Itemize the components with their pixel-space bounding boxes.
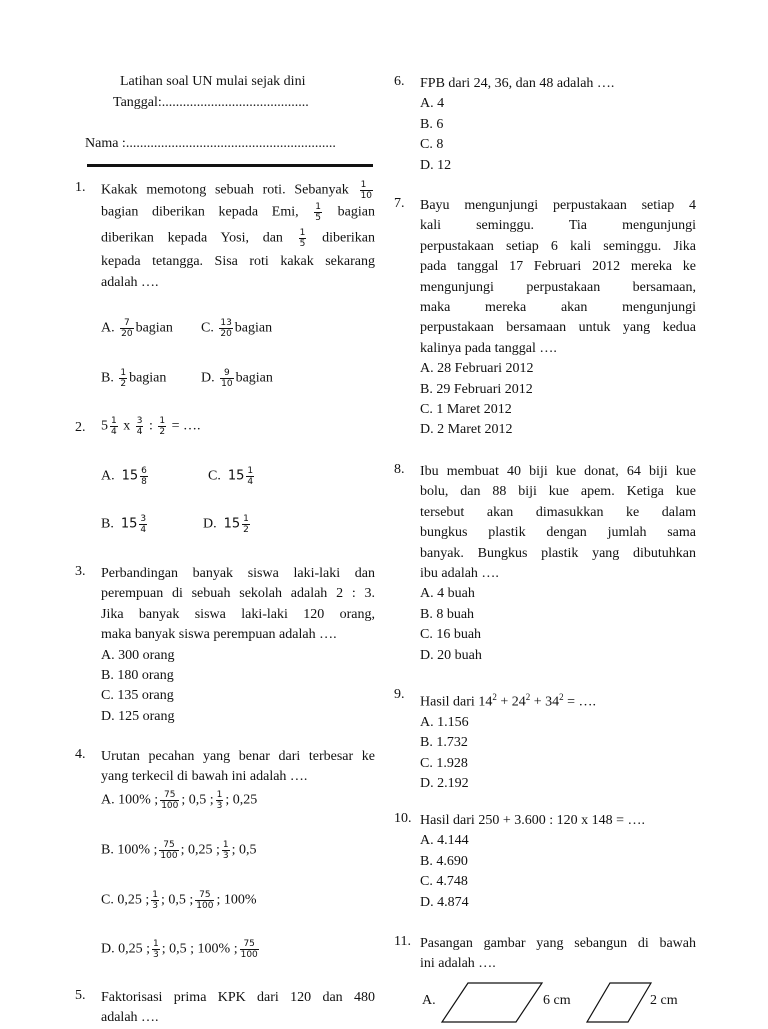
- q2-option-c: C. 15 $\frac{1}{4}$: [208, 466, 254, 487]
- q10-option-b: B. 4.690: [420, 853, 468, 869]
- q11-number: 11.: [394, 934, 411, 949]
- q1-option-c: C. $\frac{13}{20}$ bagian: [201, 318, 273, 339]
- q9-number: 9.: [394, 687, 405, 702]
- q6-option-d: D. 12: [420, 157, 452, 173]
- q9-option-b: B. 1.732: [420, 735, 468, 751]
- q9-option-a: A. 1.156: [420, 715, 469, 731]
- q2-number: 2.: [75, 420, 86, 435]
- q8-text: Ibu membuat 40 biji kue donat, 64 biji kue bolu, dan 88 biji kue apem. Ketiga kue tersebut akan dimasukkan ke dalam bungkus plastik dengan jumlah sama banyak. Bungkus plastik yang dibutuhkan ibu adalah …. A. 4 buah B. 8 buah C. 16 buah D. 20 buah: [420, 462, 696, 666]
- q5-text: Faktorisasi prima KPK dari 120 dan 480 adalah ….: [101, 990, 375, 1026]
- q2-option-d: D. 15 $\frac{1}{2}$: [203, 514, 249, 535]
- q1-option-d: D. $\frac{9}{10}$ bagian: [201, 368, 273, 389]
- q4-option-c: C. 0,25 ; $\frac{1}{3}$ ; 0,5 ; $\frac{75}{100}$ ; 100%: [101, 890, 257, 911]
- q9-text: Hasil dari $14^2 + 24^2 + 34^2$ = …. A. 1.156 B. 1.732 C. 1.928 D. 2.192: [420, 687, 696, 795]
- q1-option-b: B. $\frac{1}{2}$ bagian: [101, 368, 167, 389]
- q7-text: Bayu mengunjungi perpustakaan setiap 4 kali seminggu. Tia mengunjungi perpustakaan setiap 6 kali seminggu. Jika pada tanggal 17 Februari 2012 mereka ke mengunjungi perpustakaan bersamaan, maka mereka akan mengunjungi perpustakaan bersamaan untuk yang kedua kalinya pada tanggal …. A. 28 Februari 2012 B. 29 Februari 2012 C. 1 Maret 2012 D. 2 Maret 2012: [420, 196, 696, 441]
- q8-option-b: B. 8 buah: [420, 606, 475, 622]
- q9-option-d: D. 2.192: [420, 776, 469, 792]
- header-divider: [87, 164, 373, 167]
- q11-option-a-label: A.: [422, 993, 436, 1008]
- q3-text: Perbandingan banyak siswa laki-laki dan perempuan di sebuah sekolah adalah 2 : 3. Jika banyak siswa laki-laki 120 orang, maka banyak siswa perempuan adalah …. A. 300 orang B. 180 orang C. 135 orang D. 125 orang: [101, 564, 375, 727]
- q11-side-length-small: 2 cm: [650, 993, 678, 1008]
- q10-option-c: C. 4.748: [420, 874, 468, 890]
- parallelogram-small: [587, 983, 651, 1022]
- q5-number: 5.: [75, 988, 86, 1003]
- q4-number: 4.: [75, 747, 86, 762]
- q6-text: FPB dari 24, 36, dan 48 adalah …. A. 4 B. 6 C. 8 D. 12: [420, 74, 696, 176]
- q6-option-b: B. 6: [420, 116, 444, 132]
- q11-side-length-large: 6 cm: [543, 993, 571, 1008]
- q1-option-a: A. $\frac{7}{20}$ bagian: [101, 318, 173, 339]
- q1-text: Kakak memotong sebuah roti. Sebanyak $\frac{1}{10}$ bagian diberikan kepada Emi, $\frac{1}{5}$ bagian diberikan kepada Yosi, dan $\frac{1}{5}$ diberikan kepada tetangga. Sisa roti kakak sekarang adalah ….: [101, 180, 376, 290]
- q11-text: Pasangan gambar yang sebangun di bawah ini adalah ….: [420, 936, 696, 972]
- q7-option-d: D. 2 Maret 2012: [420, 422, 513, 438]
- q7-option-c: C. 1 Maret 2012: [420, 402, 512, 418]
- q4-text: Urutan pecahan yang benar dari terbesar ke yang terkecil di bawah ini adalah ….: [101, 749, 375, 785]
- q2-expression: 5 $\frac{1}{4}$ x $\frac{3}{4}$ : $\frac{1}{2}$ = ….: [101, 416, 201, 437]
- q3-option-c: C. 135 orang: [101, 688, 174, 704]
- q3-option-d: D. 125 orang: [101, 708, 175, 724]
- q8-option-a: A. 4 buah: [420, 586, 475, 602]
- q2-option-b: B. 15 $\frac{3}{4}$: [101, 514, 147, 535]
- q1-number: 1.: [75, 180, 86, 195]
- date-field: Tanggal:..........................................: [113, 95, 309, 110]
- q10-text: Hasil dari 250 + 3.600 : 120 x 148 = …. A. 4.144 B. 4.690 C. 4.748 D. 4.874: [420, 811, 696, 913]
- q9-option-c: C. 1.928: [420, 755, 468, 771]
- parallelogram-large: [442, 983, 542, 1022]
- q3-option-b: B. 180 orang: [101, 668, 174, 684]
- q4-option-a: A. 100% ; $\frac{75}{100}$ ; 0,5 ; $\frac{1}{3}$ ; 0,25: [101, 790, 258, 811]
- q8-option-d: D. 20 buah: [420, 647, 482, 663]
- q6-option-a: A. 4: [420, 96, 445, 112]
- q6-number: 6.: [394, 74, 405, 89]
- q8-number: 8.: [394, 462, 405, 477]
- q2-option-a: A. 15 $\frac{6}{8}$: [101, 466, 147, 487]
- q10-number: 10.: [394, 811, 412, 826]
- worksheet-title: Latihan soal UN mulai sejak dini: [120, 74, 306, 89]
- q3-number: 3.: [75, 564, 86, 579]
- q7-number: 7.: [394, 196, 405, 211]
- q10-option-a: A. 4.144: [420, 833, 469, 849]
- name-field: Nama :............................................................: [85, 136, 336, 151]
- q7-option-b: B. 29 Februari 2012: [420, 381, 533, 397]
- q8-option-c: C. 16 buah: [420, 627, 482, 643]
- q3-option-a: A. 300 orang: [101, 647, 175, 663]
- q4-option-b: B. 100% ; $\frac{75}{100}$ ; 0,25 ; $\frac{1}{3}$ ; 0,5: [101, 840, 257, 861]
- q7-option-a: A. 28 Februari 2012: [420, 361, 534, 377]
- q10-option-d: D. 4.874: [420, 894, 469, 910]
- q4-option-d: D. 0,25 ; $\frac{1}{3}$ ; 0,5 ; 100% ; $\frac{75}{100}$: [101, 939, 258, 960]
- q6-option-c: C. 8: [420, 137, 444, 153]
